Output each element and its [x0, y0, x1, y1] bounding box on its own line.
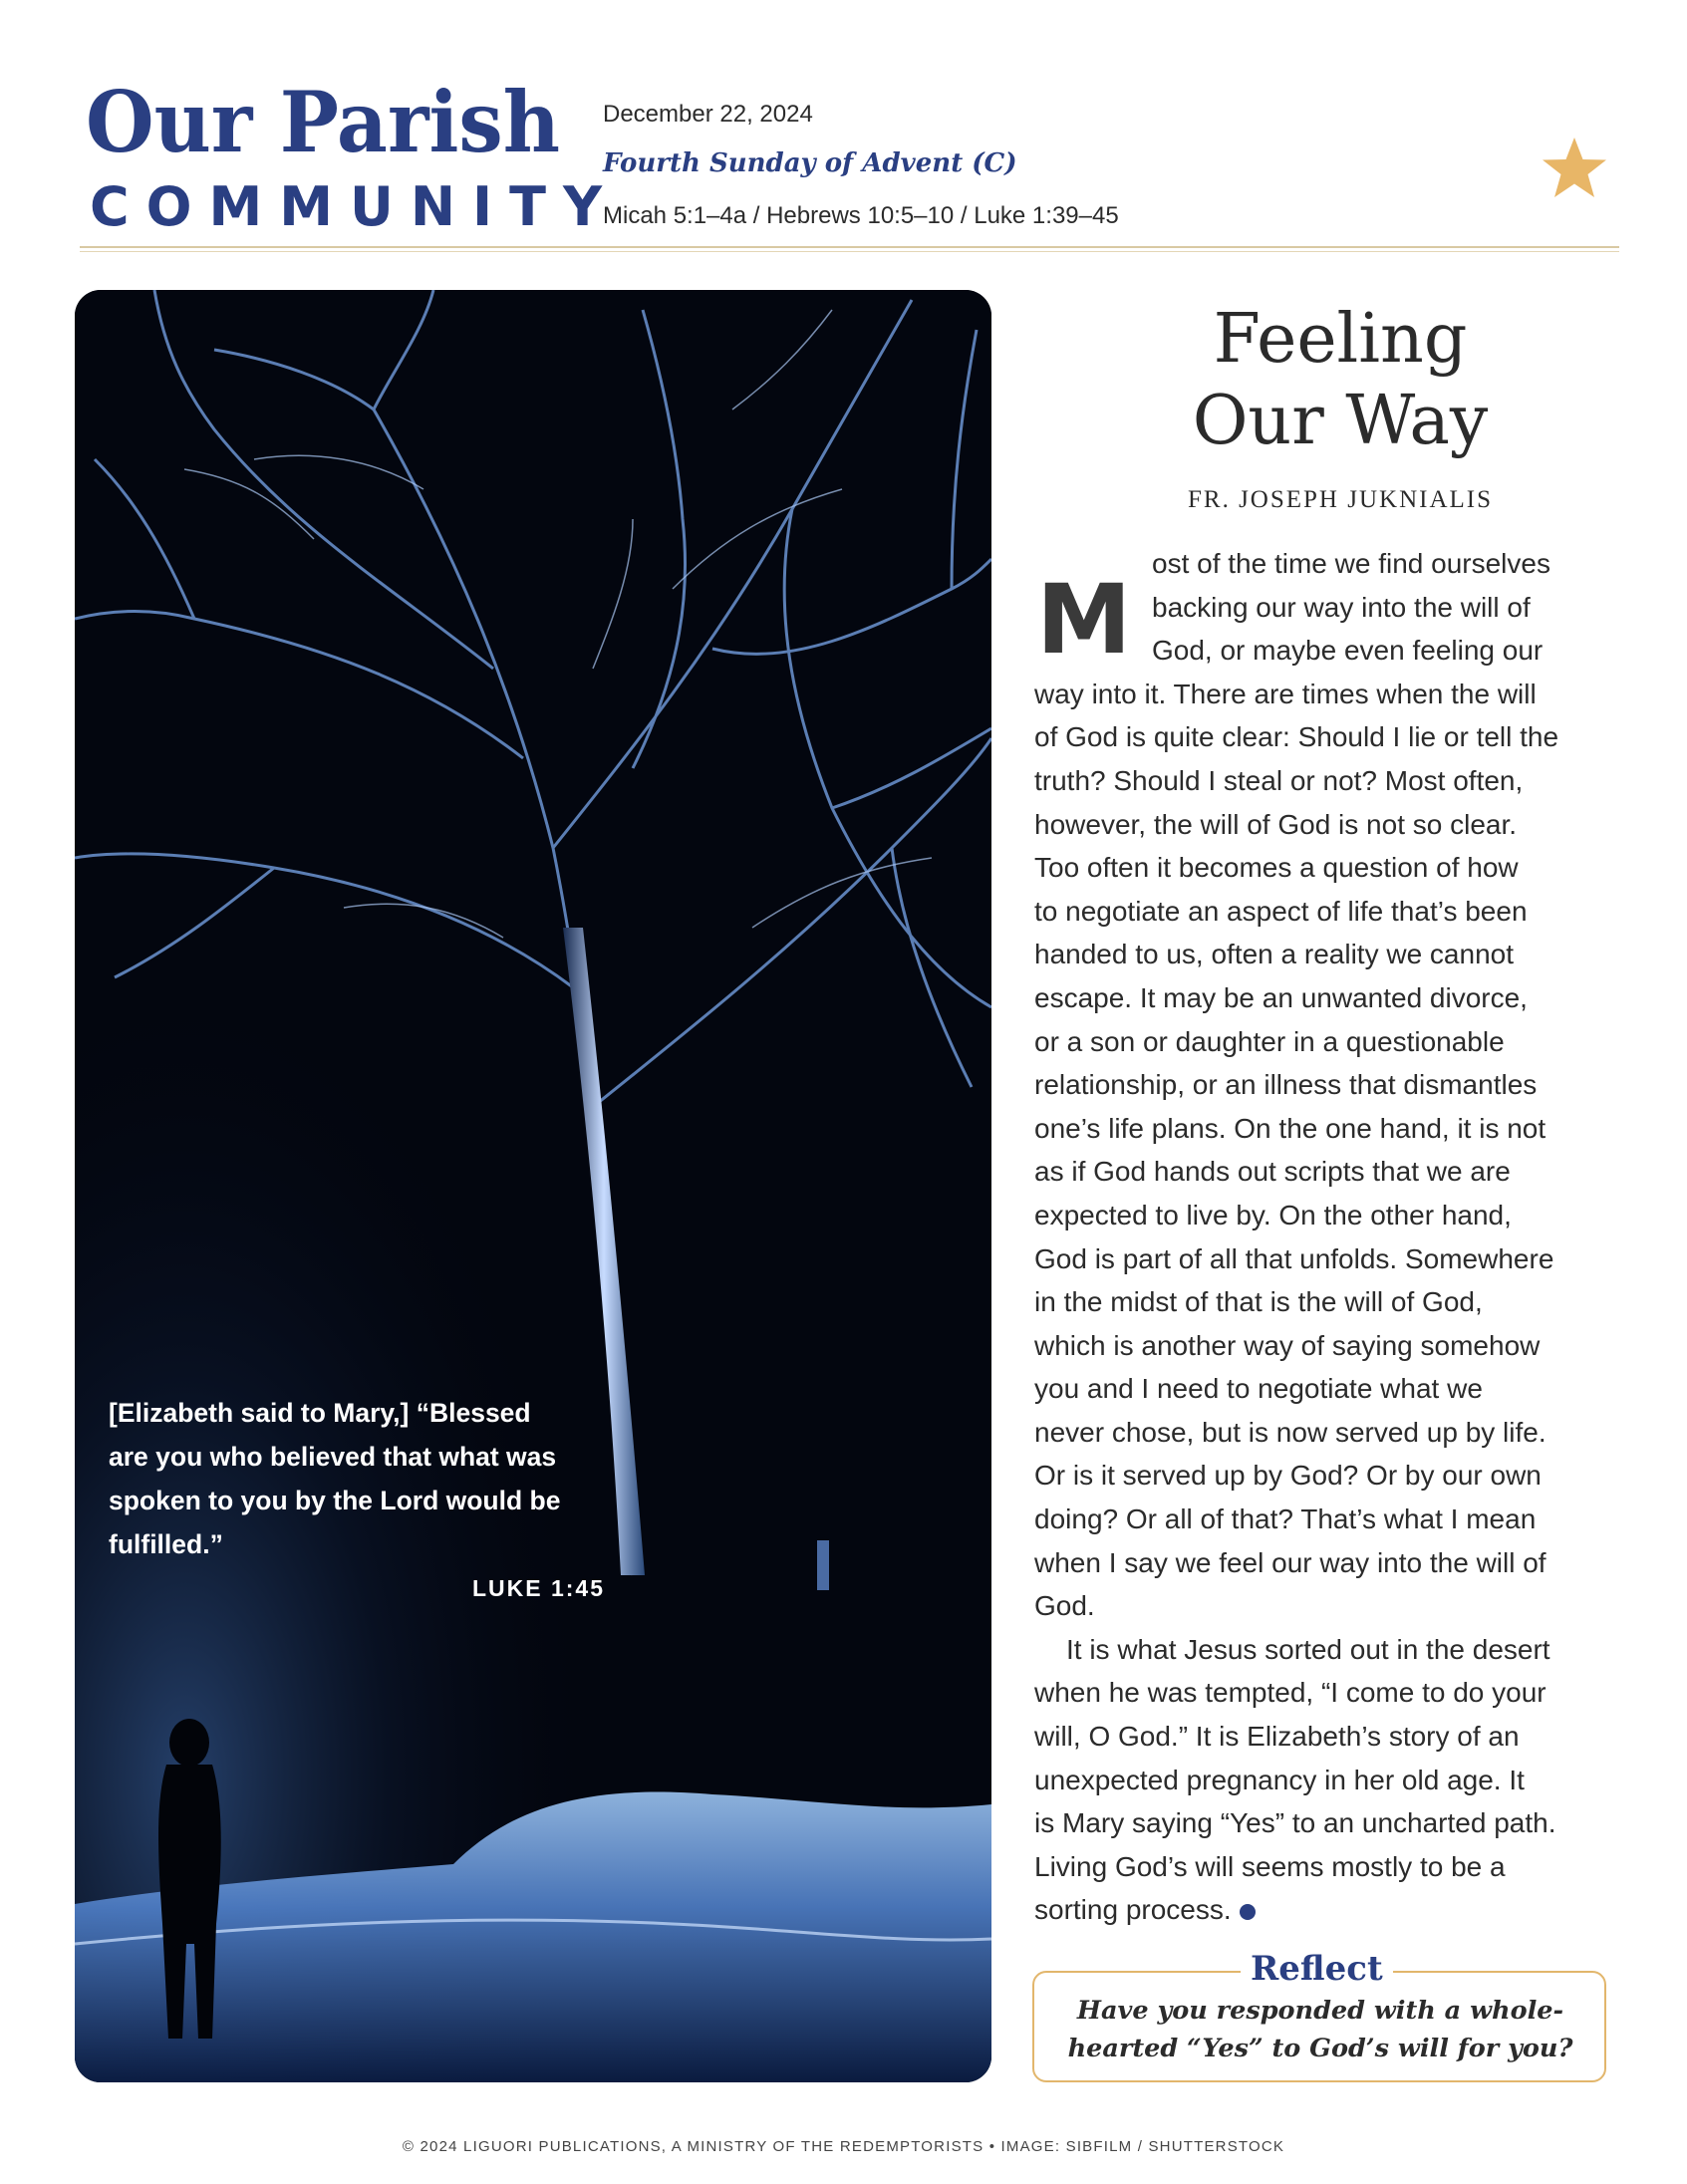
- body-line-last: [1034, 1888, 1632, 1932]
- body-line: never chose, but is now served up by life.: [1034, 1416, 1546, 1448]
- header-divider-thin: [80, 251, 1619, 252]
- reflect-question: [1036, 1992, 1604, 2067]
- quote-line: fulfilled.”: [109, 1529, 223, 1559]
- body-line: doing? Or all of that? That’s what I mean: [1034, 1503, 1537, 1535]
- body-line: handed to us, often a reality we cannot: [1034, 939, 1514, 970]
- body-line: you and I need to negotiate what we: [1034, 1373, 1483, 1405]
- body-line: is Mary saying “Yes” to an uncharted path.: [1034, 1807, 1556, 1839]
- liturgical-occasion: Fourth Sunday of Advent (C): [603, 148, 1017, 178]
- body-line: God, or maybe even feeling our: [1152, 635, 1544, 667]
- night-winter-scene-image: [75, 290, 991, 2082]
- logo-line1: Our Parish: [86, 73, 560, 171]
- featured-photo: [75, 290, 991, 2082]
- drop-cap: M: [1036, 564, 1132, 676]
- body-line: way into it. There are times when the will: [1034, 678, 1537, 709]
- reflect-label: Reflect: [1241, 1948, 1393, 1990]
- reflect-question-line: hearted “Yes” to God’s will for you?: [1067, 2034, 1573, 2063]
- body-line: one’s life plans. On the one hand, it is not: [1034, 1112, 1546, 1144]
- title-line: Our Way: [1192, 382, 1489, 460]
- body-line: backing our way into the will of: [1152, 591, 1531, 623]
- scripture-readings: Micah 5:1–4a / Hebrews 10:5–10 / Luke 1:39–45: [603, 202, 1119, 229]
- body-line: relationship, or an illness that dismantles: [1034, 1069, 1538, 1101]
- body-line: will, O God.” It is Elizabeth’s story of an: [1034, 1721, 1520, 1753]
- body-line: God.: [1034, 1590, 1095, 1622]
- scripture-quote: [109, 1391, 627, 1566]
- logo-line2: COMMUNITY: [90, 175, 620, 238]
- body-line: which is another way of saying somehow: [1034, 1329, 1541, 1361]
- body-line: in the midst of that is the will of God,: [1034, 1286, 1483, 1318]
- body-line: escape. It may be an unwanted divorce,: [1034, 981, 1528, 1013]
- logo-wordmark: [86, 70, 564, 179]
- body-line: Living God’s will seems mostly to be a: [1034, 1850, 1506, 1882]
- end-mark-icon: [1240, 1904, 1256, 1920]
- reflect-question-line: Have you responded with a whole-: [1076, 1996, 1564, 2026]
- quote-reference: LUKE 1:45: [471, 1575, 605, 1601]
- article-author: FR. JOSEPH JUKNIALIS: [1187, 486, 1493, 513]
- quote-line: are you who believed that what was: [109, 1442, 557, 1472]
- body-line: Or is it served up by God? Or by our own: [1034, 1460, 1542, 1492]
- header-divider: [80, 246, 1619, 248]
- issue-date: December 22, 2024: [603, 101, 813, 128]
- article-title: [1086, 299, 1594, 462]
- body-line: expected to live by. On the other hand,: [1034, 1199, 1512, 1230]
- article-body: [1034, 542, 1632, 1932]
- body-line: of God is quite clear: Should I lie or tell the: [1034, 721, 1559, 753]
- body-line: to negotiate an aspect of life that’s been: [1034, 895, 1528, 927]
- body-line: God is part of all that unfolds. Somewhere: [1034, 1242, 1554, 1274]
- body-line: ost of the time we find ourselves: [1152, 548, 1550, 579]
- quote-line: spoken to you by the Lord would be: [109, 1486, 561, 1515]
- body-line: sorting process.: [1034, 1894, 1232, 1926]
- logo: [86, 70, 564, 179]
- quote-line: [Elizabeth said to Mary,] “Blessed: [109, 1398, 531, 1428]
- body-line: Too often it becomes a question of how: [1034, 852, 1519, 884]
- title-line: Feeling: [1213, 300, 1468, 379]
- body-line: however, the will of God is not so clear.: [1034, 808, 1518, 840]
- body-line: truth? Should I steal or not? Most often,: [1034, 764, 1524, 796]
- body-line: unexpected pregnancy in her old age. It: [1034, 1764, 1525, 1795]
- body-line: It is what Jesus sorted out in the desert: [1066, 1633, 1550, 1665]
- star-icon: [1540, 135, 1609, 204]
- body-line: or a son or daughter in a questionable: [1034, 1025, 1505, 1057]
- copyright-footer: © 2024 LIGUORI PUBLICATIONS, A MINISTRY OF THE REDEMPTORISTS • IMAGE: SIBFILM / SHUTTERSTOCK: [402, 2138, 1285, 2155]
- body-line: when he was tempted, “I come to do your: [1034, 1677, 1546, 1709]
- body-line: when I say we feel our way into the will of: [1034, 1546, 1546, 1578]
- body-line: as if God hands out scripts that we are: [1034, 1156, 1511, 1188]
